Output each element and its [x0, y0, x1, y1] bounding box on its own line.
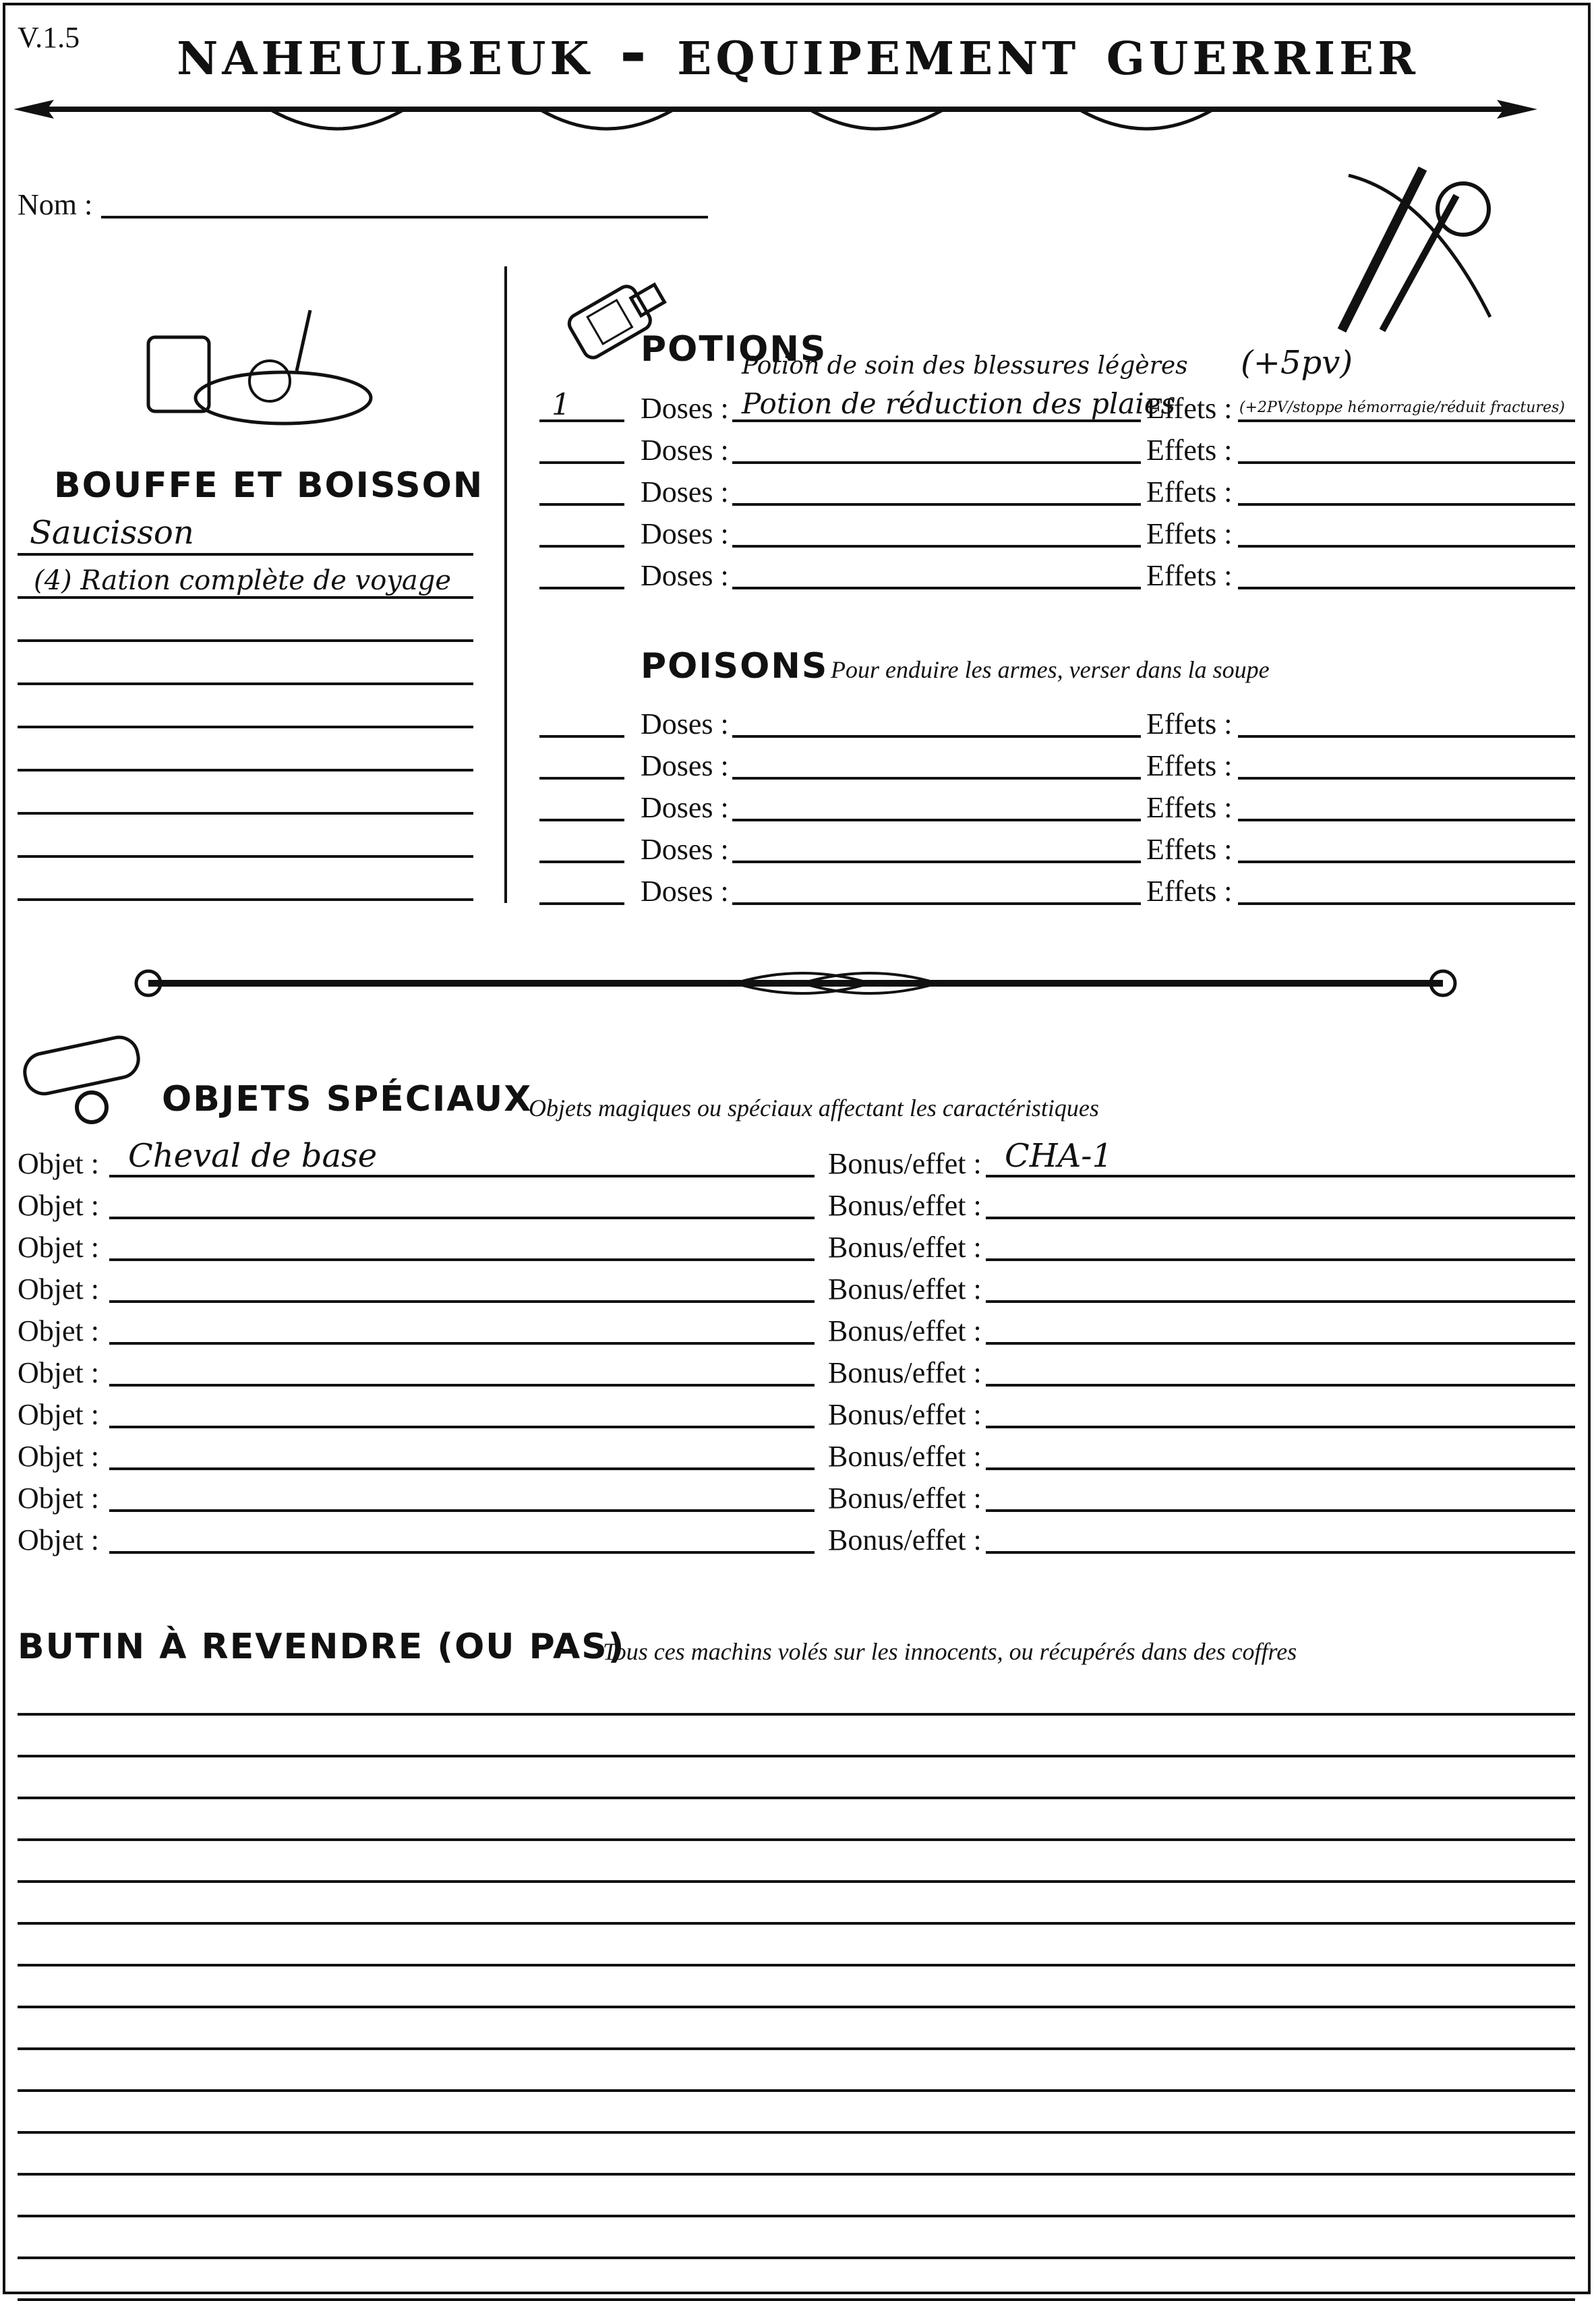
objet-label: Objet :	[18, 1314, 99, 1347]
objet-line[interactable]	[109, 1258, 815, 1261]
loot-line[interactable]	[18, 2131, 1575, 2134]
objet-label: Objet :	[18, 1273, 99, 1306]
objet-line[interactable]	[109, 1467, 815, 1470]
food-item-2[interactable]: (4) Ration complète de voyage	[34, 565, 452, 596]
name-line[interactable]	[732, 861, 1141, 863]
doses-label: Doses :	[641, 392, 729, 425]
food-line[interactable]	[18, 855, 473, 858]
objet-label: Objet :	[18, 1398, 99, 1431]
doses-label: Doses :	[641, 875, 729, 908]
column-divider	[504, 266, 507, 903]
name-line[interactable]	[732, 902, 1141, 905]
bonus-label: Bonus/effet :	[828, 1147, 982, 1180]
name-line[interactable]	[732, 735, 1141, 738]
bonus-label: Bonus/effet :	[828, 1314, 982, 1347]
effets-label: Effets :	[1146, 833, 1233, 866]
food-line[interactable]	[18, 726, 473, 728]
doses-label: Doses :	[641, 707, 729, 740]
effect-line[interactable]	[1238, 545, 1575, 548]
bonus-label: Bonus/effet :	[828, 1398, 982, 1431]
loot-line[interactable]	[18, 1755, 1575, 1757]
food-line[interactable]	[18, 639, 473, 642]
food-line[interactable]	[18, 682, 473, 685]
objet-label: Objet :	[18, 1523, 99, 1556]
bonus-label: Bonus/effet :	[828, 1189, 982, 1222]
loot-line[interactable]	[18, 1880, 1575, 1883]
doses-label: Doses :	[641, 559, 729, 592]
name-line[interactable]	[732, 545, 1141, 548]
bonus-line[interactable]	[986, 1258, 1575, 1261]
effets-label: Effets :	[1146, 707, 1233, 740]
objet-line[interactable]	[109, 1217, 815, 1219]
food-line	[18, 553, 473, 556]
poisons-heading: POISONS	[641, 646, 829, 687]
loot-line[interactable]	[18, 2006, 1575, 2008]
effect-line[interactable]	[1238, 461, 1575, 464]
name-line	[732, 419, 1141, 422]
potion-annotation-effect: (+5pv)	[1241, 344, 1353, 382]
food-line[interactable]	[18, 812, 473, 815]
effect-line	[1238, 419, 1575, 422]
effets-label: Effets :	[1146, 434, 1233, 467]
effets-label: Effets :	[1146, 517, 1233, 550]
bonus-line[interactable]	[986, 1342, 1575, 1345]
effect-line[interactable]	[1238, 861, 1575, 863]
effets-label: Effets :	[1146, 392, 1233, 425]
effect-line[interactable]	[1238, 902, 1575, 905]
bonus-line[interactable]	[986, 1300, 1575, 1303]
loot-line[interactable]	[18, 2047, 1575, 2050]
effets-label: Effets :	[1146, 749, 1233, 782]
name-line[interactable]	[732, 461, 1141, 464]
bonus-line[interactable]	[986, 1217, 1575, 1219]
loot-subtitle: Tous ces machins volés sur les innocents, ou récupérés dans des coffres	[603, 1638, 1297, 1665]
food-plate-icon	[135, 297, 378, 432]
bonus-label: Bonus/effet :	[828, 1440, 982, 1473]
qty-line	[539, 419, 624, 422]
effets-label: Effets :	[1146, 475, 1233, 508]
bonus-line[interactable]	[986, 1384, 1575, 1387]
effect-line[interactable]	[1238, 735, 1575, 738]
loot-line[interactable]	[18, 2256, 1575, 2259]
loot-line[interactable]	[18, 1964, 1575, 1967]
food-line	[18, 596, 473, 599]
objet-line[interactable]	[109, 1384, 815, 1387]
objet-label: Objet :	[18, 1482, 99, 1515]
potion-qty[interactable]: 1	[552, 388, 570, 422]
objet-line[interactable]	[109, 1509, 815, 1512]
doses-label: Doses :	[641, 791, 729, 824]
potion-name[interactable]: Potion de réduction des plaies	[742, 387, 1176, 420]
effect-line[interactable]	[1238, 587, 1575, 589]
loot-line[interactable]	[18, 2215, 1575, 2217]
loot-line[interactable]	[18, 1797, 1575, 1799]
objet-line[interactable]	[109, 1551, 815, 1554]
loot-heading: BUTIN À REVENDRE (OU PAS)	[18, 1627, 626, 1667]
qty-line[interactable]	[539, 735, 624, 738]
special-heading: OBJETS SPÉCIAUX	[162, 1079, 533, 1119]
name-line[interactable]	[732, 503, 1141, 506]
loot-line[interactable]	[18, 1838, 1575, 1841]
objet-label: Objet :	[18, 1189, 99, 1222]
objet-line[interactable]	[109, 1426, 815, 1428]
qty-line[interactable]	[539, 545, 624, 548]
food-line[interactable]	[18, 769, 473, 771]
bonus-label: Bonus/effet :	[828, 1482, 982, 1515]
qty-line[interactable]	[539, 819, 624, 821]
name-label: Nom :	[18, 188, 93, 221]
objet-line[interactable]	[109, 1175, 815, 1177]
doses-label: Doses :	[641, 475, 729, 508]
poisons-subtitle: Pour enduire les armes, verser dans la soupe	[831, 656, 1270, 683]
bonus-label: Bonus/effet :	[828, 1523, 982, 1556]
loot-line[interactable]	[18, 1713, 1575, 1716]
doses-label: Doses :	[641, 517, 729, 550]
crossed-weapons-icon	[1322, 155, 1524, 344]
bonus-line[interactable]	[986, 1175, 1575, 1177]
name-line[interactable]	[732, 819, 1141, 821]
bonus-value[interactable]: CHA-1	[1005, 1137, 1113, 1175]
qty-line[interactable]	[539, 861, 624, 863]
food-heading: BOUFFE ET BOISSON	[54, 465, 484, 506]
bonus-line[interactable]	[986, 1467, 1575, 1470]
food-item-1[interactable]: Saucisson	[30, 514, 194, 552]
bonus-label: Bonus/effet :	[828, 1273, 982, 1306]
loot-line[interactable]	[18, 2298, 1575, 2301]
page-title: naheulbeuk - equipement guerrier	[177, 13, 1419, 90]
staff-divider-icon	[128, 963, 1463, 1003]
spear-divider-icon	[13, 94, 1537, 148]
doses-label: Doses :	[641, 749, 729, 782]
loot-line[interactable]	[18, 1922, 1575, 1925]
bonus-line[interactable]	[986, 1551, 1575, 1554]
potion-annotation-name: Potion de soin des blessures légères	[742, 352, 1188, 380]
doses-label: Doses :	[641, 833, 729, 866]
special-subtitle: Objets magiques ou spéciaux affectant les caractéristiques	[529, 1095, 1099, 1122]
potion-effect[interactable]: (+2PV/stoppe hémorragie/réduit fractures)	[1239, 399, 1565, 416]
qty-line[interactable]	[539, 587, 624, 589]
effect-line[interactable]	[1238, 503, 1575, 506]
effect-line[interactable]	[1238, 819, 1575, 821]
bonus-label: Bonus/effet :	[828, 1231, 982, 1264]
food-line[interactable]	[18, 898, 473, 901]
effets-label: Effets :	[1146, 875, 1233, 908]
effect-line[interactable]	[1238, 777, 1575, 780]
potions-heading: POTIONS	[641, 329, 827, 370]
name-line[interactable]	[732, 777, 1141, 780]
objet-label: Objet :	[18, 1356, 99, 1389]
effets-label: Effets :	[1146, 559, 1233, 592]
objet-value[interactable]: Cheval de base	[128, 1137, 378, 1175]
scroll-ring-icon	[18, 1025, 152, 1133]
objet-label: Objet :	[18, 1231, 99, 1264]
bonus-line[interactable]	[986, 1509, 1575, 1512]
loot-line[interactable]	[18, 2173, 1575, 2176]
name-line[interactable]	[732, 587, 1141, 589]
qty-line[interactable]	[539, 503, 624, 506]
qty-line[interactable]	[539, 777, 624, 780]
bonus-label: Bonus/effet :	[828, 1356, 982, 1389]
qty-line[interactable]	[539, 461, 624, 464]
qty-line[interactable]	[539, 902, 624, 905]
objet-label: Objet :	[18, 1147, 99, 1180]
effets-label: Effets :	[1146, 791, 1233, 824]
version-label: V.1.5	[18, 21, 80, 54]
name-field[interactable]	[101, 216, 708, 219]
objet-line[interactable]	[109, 1300, 815, 1303]
loot-line[interactable]	[18, 2089, 1575, 2092]
objet-line[interactable]	[109, 1342, 815, 1345]
objet-label: Objet :	[18, 1440, 99, 1473]
bonus-line[interactable]	[986, 1426, 1575, 1428]
doses-label: Doses :	[641, 434, 729, 467]
